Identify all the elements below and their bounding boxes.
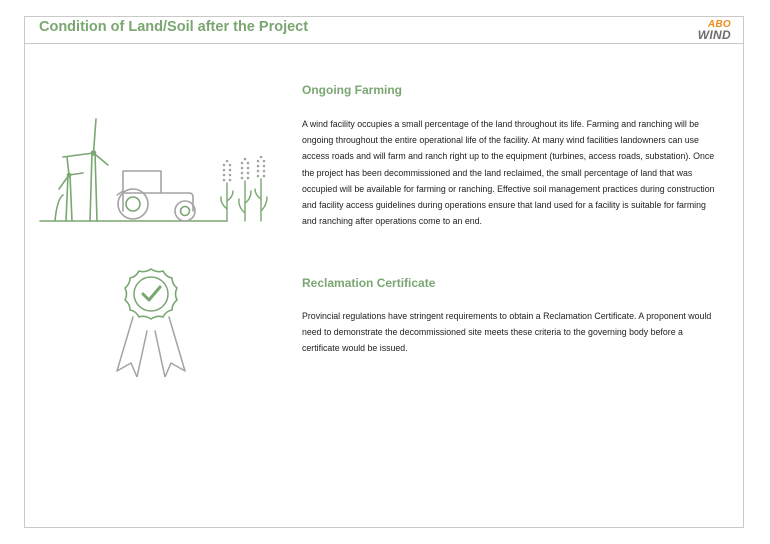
logo-abo-text: ABO — [707, 19, 731, 30]
abo-wind-logo — [691, 20, 731, 42]
section-body: Provincial regulations have stringent requirements to obtain a Reclamation Certificate. A proponent would need to demonstrate the decommissioned site meets these criteria to the governing body before a certificate would be issued. — [302, 311, 712, 354]
page-title: Condition of Land/Soil after the Project — [39, 19, 309, 35]
award-ribbon-checkmark-icon — [111, 267, 191, 377]
page-header — [25, 17, 743, 44]
page-frame — [24, 16, 744, 528]
section-heading: Ongoing Farming — [302, 83, 402, 97]
section-heading: Reclamation Certificate — [302, 276, 436, 290]
section-reclamation-certificate — [302, 276, 722, 357]
section-ongoing-farming — [302, 83, 722, 229]
farming-illustration-icon — [37, 113, 273, 225]
logo-wind-text: WIND — [697, 28, 731, 42]
section-body: A wind facility occupies a small percentage of the land throughout its life. Farming and ranching will be ongoing throughout the entire operational life of the facility. At many wind facilities landowners can use access roads and will farm and ranch right up to the equipment (turbines, access roads, substation). Once the project has been decommissioned and the land reclaimed, the small percentage of land that was occupied will be available for farming or ranching. Effective soil management practices during construction and facility access guidelines during operations ensure that land used for a facility is suitable for farming and ranching after operations come to an end. — [302, 119, 715, 227]
